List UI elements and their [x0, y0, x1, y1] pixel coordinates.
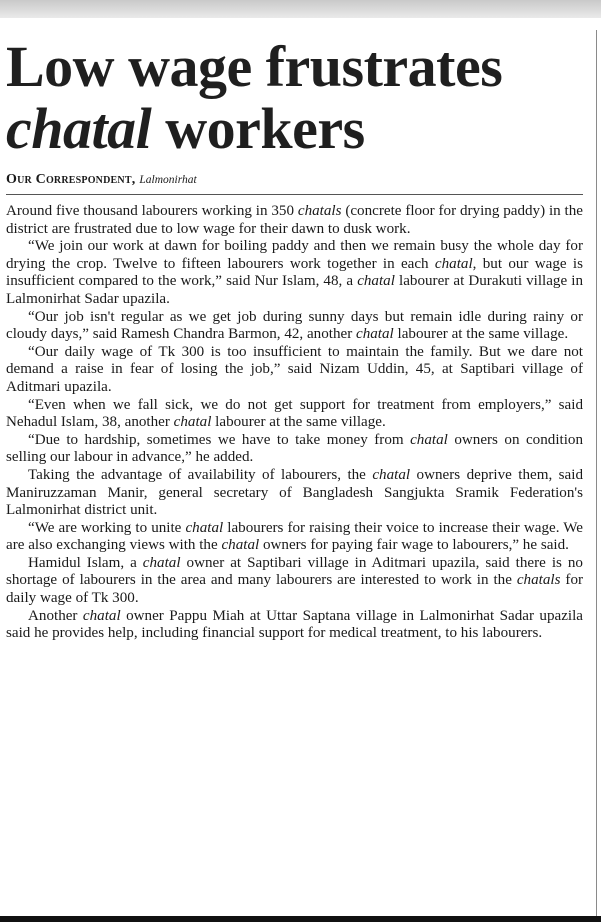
article-paragraph: “We join our work at dawn for boiling paddy and then we remain busy the whole day for drying the crop. Twelve to fifteen labourers work together in each chatal, but our wage is insufficient compared to the work,” said Nur Islam, 48, a chatal labourer at Durakuti village in Lalmonirhat Sadar upazila. [6, 238, 584, 307]
article-paragraph: Taking the advantage of availability of labourers, the chatal owners deprive them, said Maniruzzaman Manir, general secretary of Bangladesh Sangjukta Sramik Federation's Lalmonirhat district unit. [6, 466, 583, 519]
byline-correspondent: Our Correspondent, [6, 172, 136, 187]
byline-location: Lalmonirhat [139, 174, 197, 186]
italic-term: chatals [297, 203, 342, 219]
article-body [6, 203, 583, 643]
italic-term: chatal [372, 466, 411, 483]
article-paragraph: Around five thousand labourers working in 350 chatals (concrete floor for drying paddy) in the district are frustrated due to low wage for their dawn to dusk work. [6, 203, 583, 237]
italic-term: chatal [173, 414, 212, 431]
italic-term: chatals [516, 572, 561, 589]
article-paragraph: “We are working to unite chatal labourers for raising their voice to increase their wage. We are also exchanging views with the chatal owners for paying fair wage to labourers,” he said. [6, 519, 583, 554]
italic-term: chatal [434, 255, 473, 272]
column-rule [596, 30, 597, 922]
italic-term: chatal [185, 519, 224, 536]
italic-term: chatal [357, 273, 395, 290]
italic-term: chatal [142, 554, 181, 571]
page-bottom-bar [0, 916, 601, 922]
byline [6, 170, 583, 195]
italic-term: chatal [82, 607, 121, 624]
page-top-bar [0, 0, 601, 18]
italic-term: chatal [356, 326, 394, 343]
headline-rest: workers [151, 96, 365, 161]
headline-line-1: Low wage frustrates [6, 34, 503, 99]
article-paragraph: “Due to hardship, sometimes we have to take money from chatal owners on condition selling our labour in advance,” he added. [6, 431, 583, 466]
headline [6, 36, 583, 160]
article-paragraph: Hamidul Islam, a chatal owner at Saptibari village in Aditmari upazila, said there is no shortage of labourers in the area and many labourers are interested to work in the chatals for daily wage of Tk 300. [6, 554, 584, 607]
article-paragraph: “Our daily wage of Tk 300 is too insufficient to maintain the family. But we dare not demand a raise in fear of losing the job,” said Nizam Uddin, 45, at Saptibari village of Aditmari upazila. [6, 343, 583, 395]
italic-term: chatal [410, 431, 448, 448]
news-article [6, 36, 583, 643]
article-paragraph: “Even when we fall sick, we do not get support for treatment from employers,” said Nehadul Islam, 38, another chatal labourer at the same village. [6, 396, 583, 431]
article-paragraph: Another chatal owner Pappu Miah at Uttar Saptana village in Lalmonirhat Sadar upazila said he provides help, including financial support for medical treatment, to his labourers. [6, 607, 584, 642]
headline-italic-word: chatal [6, 96, 152, 161]
italic-term: chatal [221, 537, 260, 554]
article-paragraph: “Our job isn't regular as we get job during sunny days but remain idle during rainy or cloudy days,” said Ramesh Chandra Barmon, 42, another chatal labourer at the same village. [6, 308, 583, 343]
